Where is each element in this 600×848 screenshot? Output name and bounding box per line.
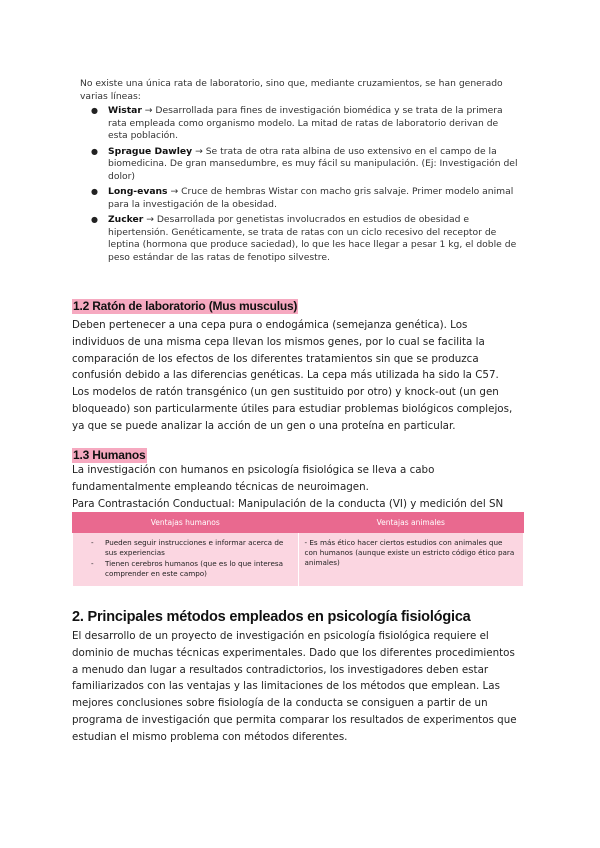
list-item bbox=[108, 214, 520, 264]
table-header: Ventajas humanos bbox=[73, 513, 299, 533]
list-item: - Pueden seguir instrucciones e informar acerca de sus experiencias bbox=[105, 538, 292, 558]
list-item bbox=[108, 186, 520, 211]
advantages-table bbox=[72, 512, 524, 587]
rat-lines-section bbox=[80, 78, 520, 267]
table-header-row bbox=[73, 513, 524, 533]
section-2-body bbox=[72, 628, 522, 746]
table-cell-animals: - Es más ético hacer ciertos estudios con animales que con humanos (aunque existe un estricto código ético para animales) bbox=[298, 533, 524, 587]
section-1-2-body bbox=[72, 317, 522, 435]
paragraph: Los modelos de ratón transgénico (un gen sustituido por otro) y knock-out (un gen bloqueado) son particularmente útiles para estudiar problemas biológicos complejos, ya que se puede analizar la acción de un gen o una proteína en particular. bbox=[72, 386, 513, 432]
section-1-3-heading: 1.3 Humanos bbox=[73, 448, 146, 462]
breed-name: Long-evans bbox=[108, 186, 168, 197]
table-header: Ventajas animales bbox=[298, 513, 524, 533]
paragraph: Para Contrastación Conductual: Manipulación de la conducta (VI) y medición del SN bbox=[72, 497, 504, 510]
paragraph: Deben pertenecer a una cepa pura o endogámica (semejanza genética). Los individuos de una misma cepa llevan los mismos genes, por lo cual se facilita la comparación de los efectos de los diferentes tratamientos sin que se produzca confusión debido a las diferencias genéticas. La cepa más utilizada ha sido la C57. bbox=[72, 319, 499, 382]
list-item bbox=[108, 146, 520, 184]
section-1-2-heading: 1.2 Ratón de laboratorio (Mus musculus) bbox=[73, 299, 298, 313]
breed-description: → Desarrollada por genetistas involucrados en estudios de obesidad e hipertensión. Genéticamente, se trata de ratas con un ciclo recesivo del receptor de leptina (hormona que produce saciedad), lo que les hace llegar a pesar 1 kg, el doble de peso estándar de las ratas de fenotipo silvestre. bbox=[108, 214, 517, 263]
breed-description: → Cruce de hembras Wistar con macho gris salvaje. Primer modelo animal para la investigación de la obesidad. bbox=[108, 186, 514, 210]
table-cell-humans bbox=[73, 533, 299, 587]
list-item: - Tienen cerebros humanos (que es lo que interesa comprender en este campo) bbox=[105, 559, 292, 579]
section-2-heading: 2. Principales métodos empleados en psicología fisiológica bbox=[72, 609, 471, 625]
humans-advantages-list bbox=[79, 538, 292, 579]
paragraph: La investigación con humanos en psicología fisiológica se lleva a cabo fundamentalmente empleando técnicas de neuroimagen. bbox=[72, 464, 435, 493]
breed-name: Wistar bbox=[108, 105, 142, 116]
breed-name: Sprague Dawley bbox=[108, 145, 193, 157]
breed-name: Zucker bbox=[108, 214, 144, 225]
breed-description: → Se trata de otra rata albina de uso extensivo en el campo de la biomedicina. De gran mansedumbre, es muy fácil su manipulación. (Ej: Investigación del dolor) bbox=[108, 145, 518, 182]
table-row bbox=[73, 533, 524, 587]
rat-lines-list bbox=[80, 105, 520, 264]
breed-description: → Desarrollada para fines de investigación biomédica y se trata de la primera rata empleada como organismo modelo. La mitad de ratas de laboratorio derivan de esta población. bbox=[108, 105, 503, 141]
list-item bbox=[108, 105, 520, 143]
paragraph: El desarrollo de un proyecto de investigación en psicología fisiológica requiere el dominio de muchas técnicas experimentales. Dado que los diferentes procedimientos a menudo dan lugar a resultados contradictorios, los investigadores deben estar familiarizados con las ventajas y las limitaciones de los métodos que emplean. Las mejores conclusiones sobre fisiología de la conducta se consiguen a partir de un programa de investigación que permita comparar los resultados de experimentos que estudian el mismo problema con métodos diferentes. bbox=[72, 630, 517, 743]
intro-text: No existe una única rata de laboratorio, sino que, mediante cruzamientos, se han generado varias líneas: bbox=[80, 78, 503, 102]
